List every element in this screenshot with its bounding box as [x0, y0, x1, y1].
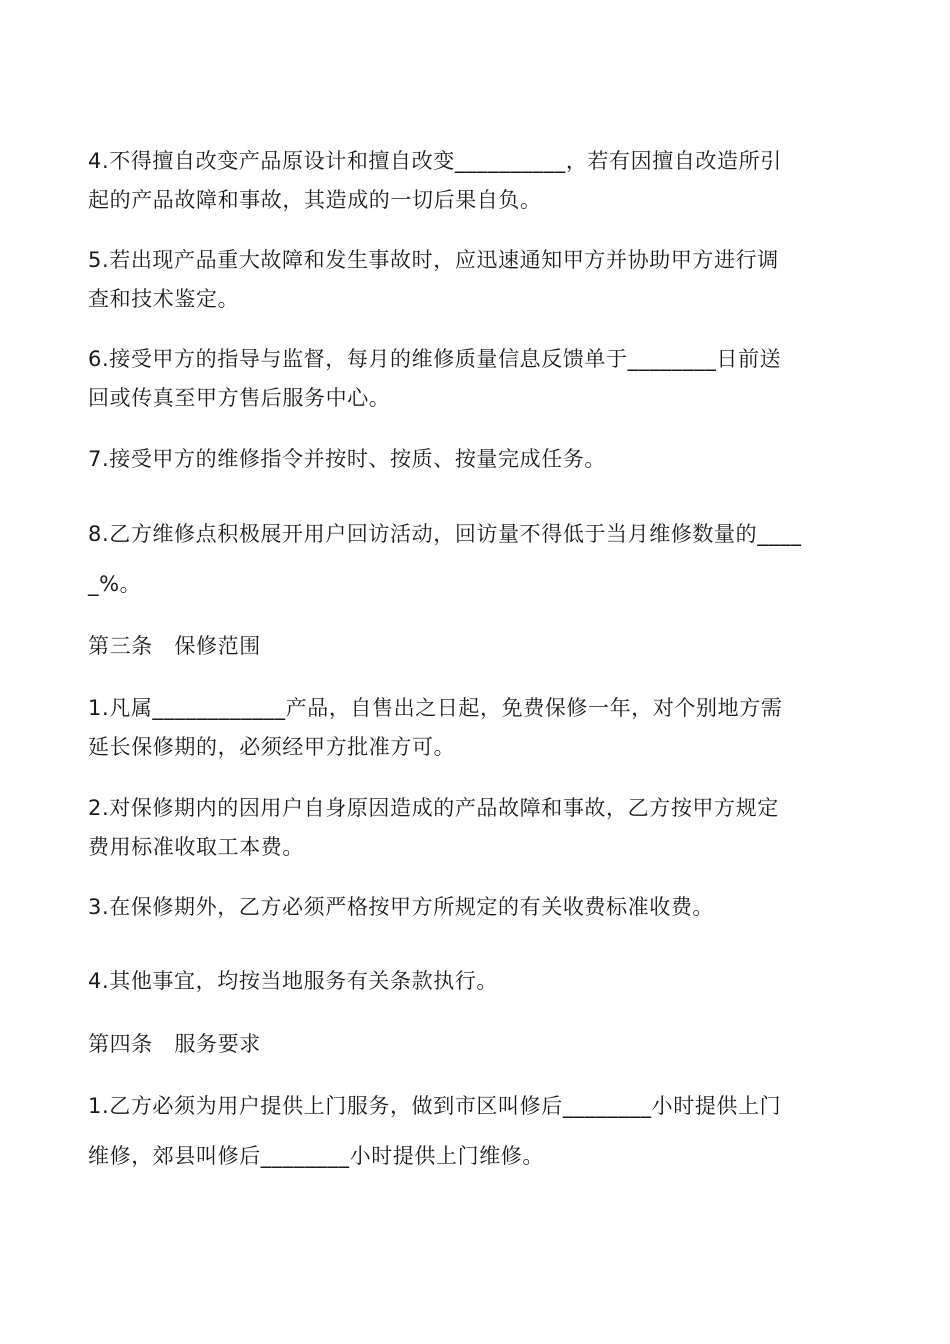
clause-7-line: 7.接受甲方的维修指令并按时、按质、按量完成任务。: [88, 447, 607, 471]
section-3-item-1-line-1: 1.凡属____________产品，自售出之日起，免费保修一年，对个别地方需: [88, 696, 783, 720]
section-3-item-3-line: 3.在保修期外，乙方必须严格按甲方所规定的有关收费标准收费。: [88, 895, 715, 919]
clause-4-line-1: 4.不得擅自改变产品原设计和擅自改变__________，若有因擅自改造所引: [88, 149, 782, 173]
section-4-heading: 第四条 服务要求: [88, 1032, 261, 1056]
section-4-item-1-line-1: 1.乙方必须为用户提供上门服务，做到市区叫修后________小时提供上门: [88, 1094, 782, 1118]
section-3-item-4-line: 4.其他事宜，均按当地服务有关条款执行。: [88, 969, 499, 993]
section-3-item-1-line-2: 延长保修期的，必须经甲方批准方可。: [88, 735, 456, 759]
clause-5-line-2: 查和技术鉴定。: [88, 287, 240, 311]
section-3-item-2-line-1: 2.对保修期内的因用户自身原因造成的产品故障和事故，乙方按甲方规定: [88, 796, 779, 820]
section-3-item-2-line-2: 费用标准收取工本费。: [88, 835, 304, 859]
clause-5-line-1: 5.若出现产品重大故障和发生事故时，应迅速通知甲方并协助甲方进行调: [88, 248, 779, 272]
section-4-item-1-line-2: 维修，郊县叫修后________小时提供上门维修。: [88, 1144, 544, 1168]
clause-6-line-2: 回或传真至甲方售后服务中心。: [88, 386, 391, 410]
section-3-heading: 第三条 保修范围: [88, 634, 261, 658]
clause-4-line-2: 起的产品故障和事故，其造成的一切后果自负。: [88, 188, 542, 212]
clause-6-line-1: 6.接受甲方的指导与监督，每月的维修质量信息反馈单于________日前送: [88, 347, 782, 371]
clause-8-line-1: 8.乙方维修点积极展开用户回访活动，回访量不得低于当月维修数量的____: [88, 522, 802, 546]
clause-8-line-2: _%。: [88, 572, 142, 596]
